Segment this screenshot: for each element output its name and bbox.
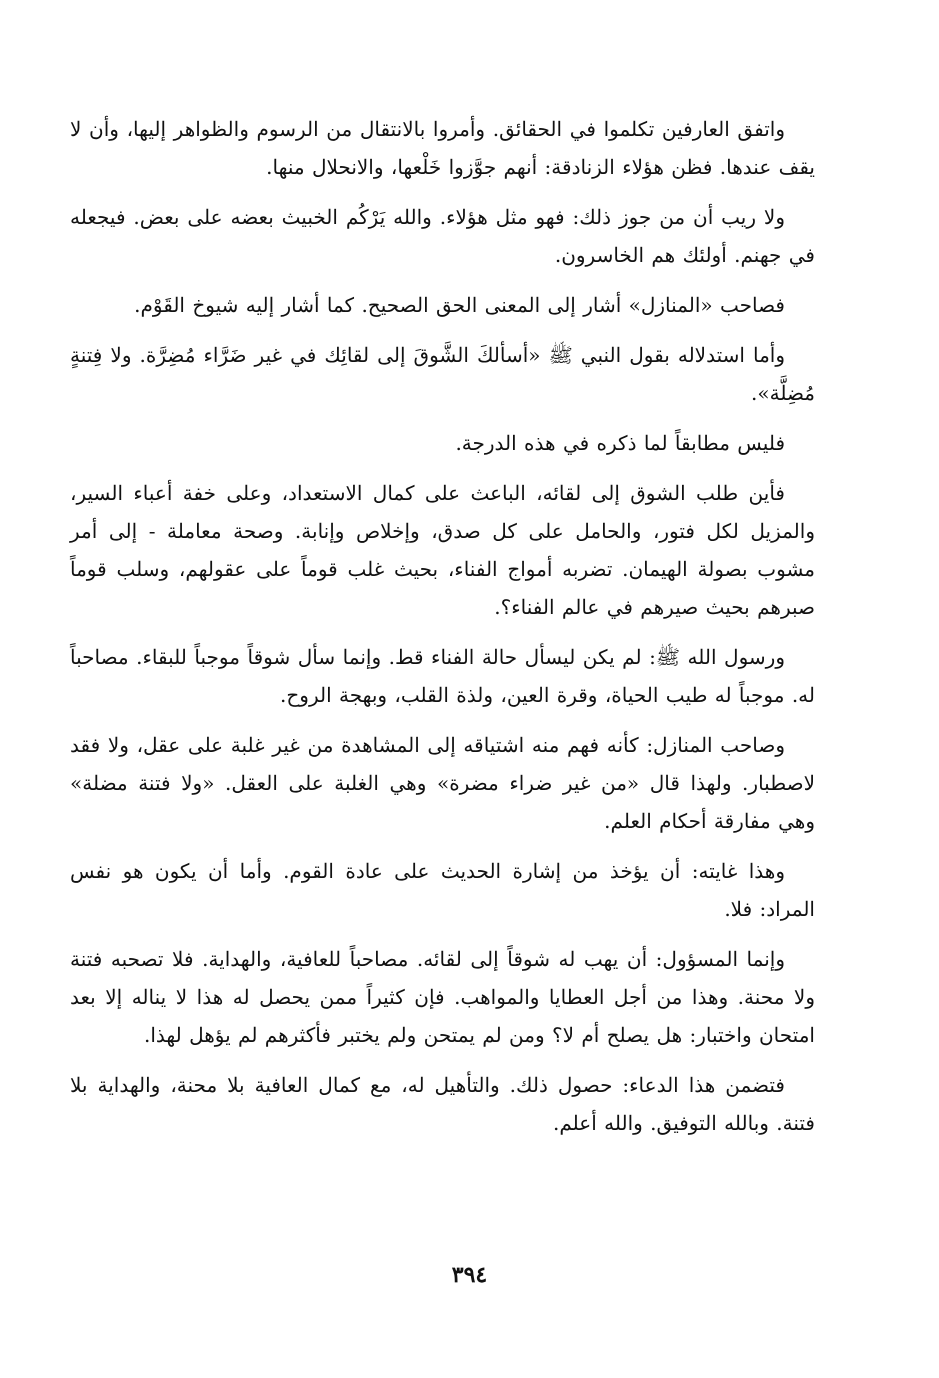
paragraph-2: ولا ريب أن من جوز ذلك: فهو مثل هؤلاء. والله يَرْكُم الخبيث بعضه على بعض. فيجعله في جهنم. أولئك هم الخاسرون. [70,205,815,267]
paragraph-3: فصاحب «المنازل» أشار إلى المعنى الحق الصحيح. كما أشار إليه شيوخ القَوْم. [134,293,785,317]
page-number: ٣٩٤ [451,1262,488,1288]
paragraph-4: وأما استدلاله بقول النبي ﷺ «أسألكَ الشَّوقَ إلى لقائِك في غير ضَرَّاء مُضِرَّة. ولا فِتنةٍ مُضِلَّة». [70,343,815,405]
paragraph-5: فليس مطابقاً لما ذكره في هذه الدرجة. [455,431,785,455]
page-body [70,110,815,1154]
paragraph-9: وهذا غايته: أن يؤخذ من إشارة الحديث على عادة القوم. وأما أن يكون هو نفس المراد: فلا. [70,859,815,921]
paragraph-10: وإنما المسؤول: أن يهب له شوقاً إلى لقائه. مصاحباً للعافية، والهداية. فلا تصحبه فتنة ولا محنة. وهذا من أجل العطايا والمواهب. فإن كثيراً ممن يحصل له هذا لا يناله إلا بعد امتحان واختبار: هل يصلح أم لا؟ ومن لم يمتحن ولم يختبر فأكثرهم لم يؤهل لهذا. [70,947,815,1047]
paragraph-8: وصاحب المنازل: كأنه فهم منه اشتياقه إلى المشاهدة من غير غلبة على عقل، ولا فقد لاصطبار. ولهذا قال «من غير ضراء مضرة» وهي الغلبة على العقل. «ولا فتنة مضلة» وهي مفارقة أحكام العلم. [70,733,815,833]
paragraph-6: فأين طلب الشوق إلى لقائه، الباعث على كمال الاستعداد، وعلى خفة أعباء السير، والمزيل لكل فتور، والحامل على كل صدق، وإخلاص وإنابة. وصحة معاملة - إلى أمر مشوب بصولة الهيمان. تضربه أمواج الفناء، بحيث غلب قوماً على عقولهم، وسلب قوماً صبرهم بحيث صيرهم في عالم الفناء؟. [70,481,815,619]
paragraph-7: ورسول الله ﷺ: لم يكن ليسأل حالة الفناء قط. وإنما سأل شوقاً موجباً للبقاء. مصاحباً له. موجباً له طيب الحياة، وقرة العين، ولذة القلب، وبهجة الروح. [70,645,815,707]
paragraph-1: واتفق العارفين تكلموا في الحقائق. وأمروا بالانتقال من الرسوم والظواهر إليها، وأن لا يقف عندها. فظن هؤلاء الزنادقة: أنهم جوَّزوا خَلْعها، والانحلال منها. [70,117,815,179]
paragraph-11: فتضمن هذا الدعاء: حصول ذلك. والتأهيل له، مع كمال العافية بلا محنة، والهداية بلا فتنة. وبالله التوفيق. والله أعلم. [70,1073,815,1135]
